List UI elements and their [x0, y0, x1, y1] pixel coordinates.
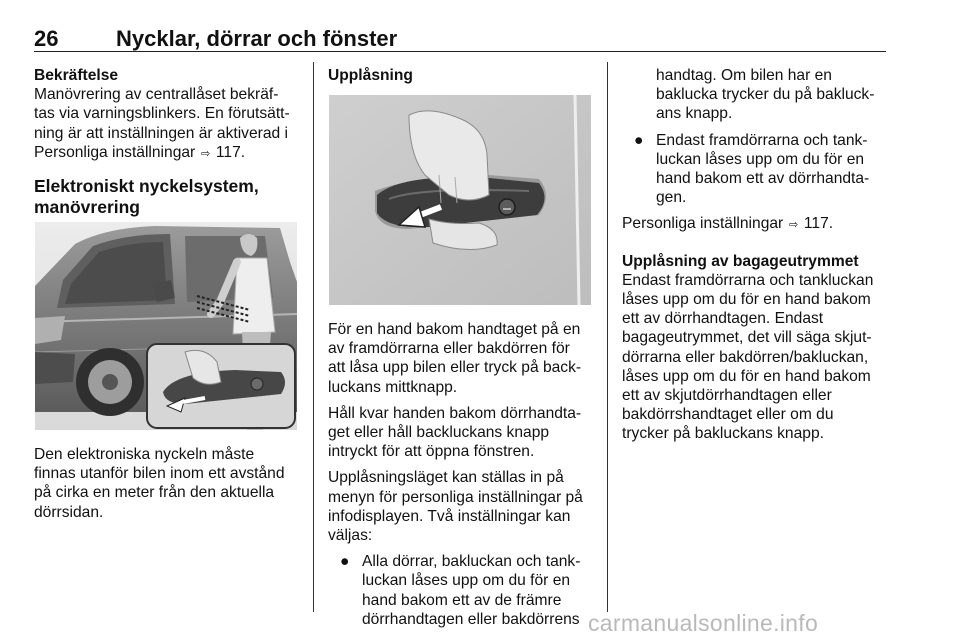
text-line: hand bakom ett av de främre — [362, 591, 562, 609]
text-line: finnas utanför bilen inom ett avstånd — [34, 465, 285, 483]
bullet-icon: ● — [634, 131, 644, 149]
text-line: För en hand bakom handtaget på en — [328, 321, 581, 338]
text-line: Manövrering av centrallåset bekräf- — [34, 86, 279, 104]
page-number: 26 — [34, 26, 59, 51]
text-line: dörrarna eller bakdörren/bakluckan, — [622, 348, 869, 366]
text-line: handtag. Om bilen har en — [656, 67, 832, 84]
column-2-body — [328, 320, 596, 629]
text-line: ning är att inställningen är aktiverad i — [34, 124, 288, 142]
text-line: av framdörrarna eller bakdörren för — [328, 340, 570, 358]
cross-reference[interactable] — [34, 143, 306, 164]
text-line: Endast framdörrarna och tank- — [656, 131, 868, 149]
text-line: ett av skjutdörrhandtagen eller — [622, 387, 832, 405]
text-line: trycker på bakluckans knapp. — [622, 425, 824, 443]
column-1 — [34, 66, 306, 218]
reference-page: 117. — [803, 215, 834, 233]
text-line: infodisplayen. Två inställningar kan — [328, 507, 571, 525]
page-ref-arrow-icon: ⇨ — [200, 147, 211, 160]
confirm-heading: Bekräftelse — [34, 67, 119, 84]
text-line: ans knapp. — [656, 105, 733, 123]
column-divider-1 — [313, 62, 314, 612]
bullet-icon: ● — [340, 553, 350, 571]
text-line: luckan låses upp om du för en — [362, 572, 571, 590]
car-illustration-icon — [35, 222, 297, 430]
keyless-entry-car-figure — [35, 222, 297, 430]
cross-reference[interactable] — [622, 214, 888, 235]
header-rule — [34, 51, 886, 52]
door-handle-illustration-icon — [329, 95, 591, 305]
unlock-heading: Upplåsning — [328, 67, 413, 84]
watermark: carmanualsonline.info — [588, 610, 819, 636]
text-line: baklucka trycker du på bakluck- — [656, 86, 875, 104]
text-line: tas via varningsblinkers. En förutsätt- — [34, 105, 290, 123]
text-line: bagageutrymmet, det vill säga skjut- — [622, 329, 872, 347]
text-line: get eller håll backluckans knapp — [328, 424, 550, 442]
text-line: Endast framdörrarna och tankluckan — [622, 271, 874, 289]
text-line: ett av dörrhandtagen. Endast — [622, 310, 824, 328]
text-line: Alla dörrar, bakluckan och tank- — [362, 553, 581, 571]
text-line: väljas: — [328, 527, 373, 545]
system-heading-line: manövrering — [34, 197, 140, 218]
reference-text: Personliga inställningar — [34, 143, 196, 161]
text-line: menyn för personliga inställningar på — [328, 488, 583, 506]
reference-page: 117. — [215, 143, 246, 161]
list-item — [622, 131, 888, 208]
text-line: låses upp om du för en hand bakom — [622, 291, 871, 309]
system-heading-line: Elektroniskt nyckelsystem, — [34, 176, 259, 197]
text-line: hand bakom ett av dörrhandta- — [656, 170, 870, 188]
text-line: dörrhandtagen eller bakdörrens — [362, 610, 580, 628]
text-line: luckans mittknapp. — [328, 378, 458, 396]
text-line: luckan låses upp om du för en — [656, 150, 865, 168]
reference-text: Personliga inställningar — [622, 215, 784, 233]
page-title: Nycklar, dörrar och fönster — [116, 26, 398, 51]
list-item — [328, 552, 596, 629]
column-3 — [622, 66, 888, 444]
column-1-body — [34, 445, 306, 522]
text-line: Håll kvar handen bakom dörrhandta- — [328, 404, 582, 422]
door-handle-figure — [329, 95, 591, 305]
column-2-heading-block — [328, 66, 594, 85]
text-line: att låsa upp bilen eller tryck på back- — [328, 359, 582, 377]
text-line: Den elektroniska nyckeln måste — [34, 446, 255, 463]
page-ref-arrow-icon: ⇨ — [788, 219, 799, 232]
trunk-unlock-heading: Upplåsning av bagageutrymmet — [622, 252, 859, 270]
text-line: dörrsidan. — [34, 503, 104, 521]
text-line: låses upp om du för en hand bakom — [622, 367, 871, 385]
text-line: intryckt för att öppna fönstren. — [328, 443, 535, 461]
column-divider-2 — [607, 62, 608, 612]
page-header — [34, 26, 886, 52]
text-line: bakdörrshandtaget eller om du — [622, 406, 834, 424]
text-line: på cirka en meter från den aktuella — [34, 484, 275, 502]
list-item-continued — [622, 66, 888, 124]
text-line: gen. — [656, 189, 687, 207]
text-line: Upplåsningsläget kan ställas in på — [328, 469, 564, 487]
